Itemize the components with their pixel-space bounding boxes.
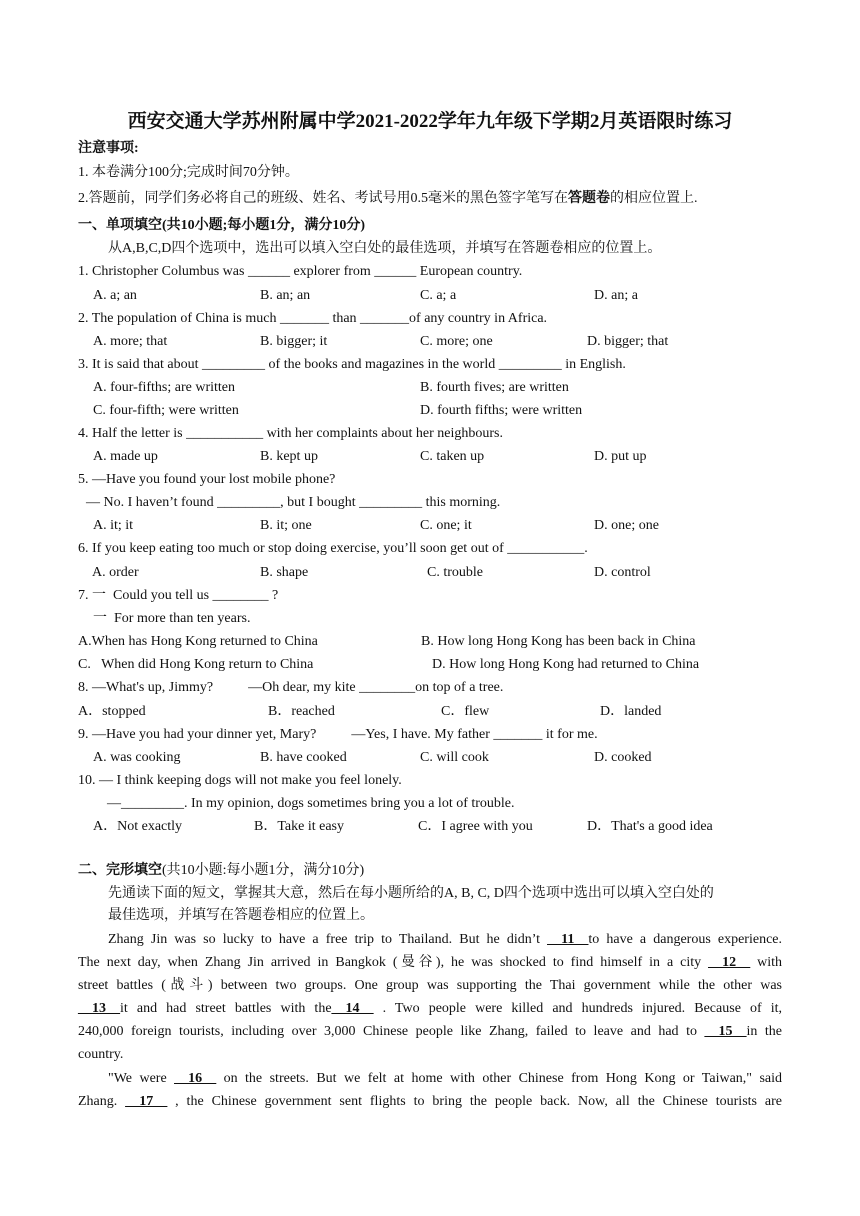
- question-stem-5-reply: — No. I haven’t found _________, but I bought _________ this morning.: [86, 495, 501, 510]
- q10-option-b: B．Take it easy: [254, 819, 344, 834]
- section1-heading: 一、单项填空(共10小题;每小题1分，满分10分): [78, 218, 365, 233]
- q10-option-a: A．Not exactly: [93, 819, 183, 834]
- q7-option-d: D. How long Hong Kong had returned to China: [432, 657, 700, 672]
- q6-option-c: C. trouble: [427, 565, 483, 580]
- q8-option-b: B．reached: [268, 704, 335, 719]
- blank-12: __12__: [708, 955, 751, 970]
- q9-option-d: D. cooked: [594, 750, 652, 765]
- section1-instruction: 从A,B,C,D四个选项中，选出可以填入空白处的最佳选项，并填写在答题卷相应的位置上。: [108, 241, 662, 256]
- question-stem-7-reply: 一 For more than ten years.: [93, 611, 251, 626]
- passage-text: in the: [746, 1024, 782, 1039]
- q5-option-c: C. one; it: [420, 518, 472, 533]
- passage-line-2: [78, 951, 782, 974]
- page-title: 西安交通大学苏州附属中学2021-2022学年九年级下学期2月英语限时练习: [127, 111, 733, 132]
- question-stem-8: 8. —What's up, Jimmy? —Oh dear, my kite ________on top of a tree.: [78, 680, 504, 695]
- q10-option-d: D．That's a good idea: [587, 819, 713, 834]
- q3-option-c: C. four-fifth; were written: [93, 403, 239, 418]
- q10-option-c: C．I agree with you: [418, 819, 533, 834]
- q8-option-a: A．stopped: [78, 704, 146, 719]
- passage-line-7: [78, 1067, 782, 1090]
- notes-line-1: 1. 本卷满分100分;完成时间70分钟。: [78, 165, 299, 180]
- blank-13: __13__: [78, 1001, 120, 1016]
- q8-option-d: D．landed: [600, 704, 662, 719]
- q9-option-b: B. have cooked: [260, 750, 347, 765]
- passage-text: on the streets. But we felt at home with other Chinese from Hong Kong or Taiwan," said: [216, 1071, 782, 1086]
- blank-17: __17__: [125, 1094, 168, 1109]
- q1-option-a: A. a; an: [93, 288, 137, 303]
- passage-text: 240,000 foreign tourists, including over 3,000 Chinese people like Zhang, failed to leave and had to: [78, 1024, 705, 1039]
- q9-option-a: A. was cooking: [93, 750, 181, 765]
- q7-option-b: B. How long Hong Kong has been back in China: [421, 634, 696, 649]
- q4-option-b: B. kept up: [260, 449, 318, 464]
- notes-line-2-pre: 2.答题前，同学们务必将自己的班级、姓名、考试号用0.5毫米的黑色签字笔写在: [78, 191, 568, 206]
- blank-16: __16__: [174, 1071, 217, 1086]
- q5-option-a: A. it; it: [93, 518, 134, 533]
- passage-line-6: country.: [78, 1047, 124, 1062]
- question-stem-1: 1. Christopher Columbus was ______ explorer from ______ European country.: [78, 264, 523, 279]
- q5-option-b: B. it; one: [260, 518, 312, 533]
- q5-option-d: D. one; one: [594, 518, 659, 533]
- q9-option-c: C. will cook: [420, 750, 489, 765]
- question-stem-4: 4. Half the letter is ___________ with her complaints about her neighbours.: [78, 426, 503, 441]
- passage-text: Zhang.: [78, 1094, 126, 1109]
- q3-option-a: A. four-fifths; are written: [93, 380, 236, 395]
- question-stem-3: 3. It is said that about _________ of the books and magazines in the world _________ in English.: [78, 357, 626, 372]
- blank-11: __11__: [547, 932, 589, 947]
- q3-option-b: B. fourth fives; are written: [420, 380, 569, 395]
- question-stem-7: 7. 一 Could you tell us ________ ?: [78, 588, 279, 603]
- passage-line-8: [78, 1090, 782, 1113]
- passage-line-4: [78, 997, 782, 1020]
- q8-option-c: C．flew: [441, 704, 490, 719]
- q1-option-d: D. an; a: [594, 288, 638, 303]
- section2-instruction-2: 最佳选项，并填写在答题卷相应的位置上。: [108, 908, 374, 923]
- q3-option-d: D. fourth fifths; were written: [420, 403, 583, 418]
- section2-instruction-1: 先通读下面的短文，掌握其大意，然后在每小题所给的A, B, C, D四个选项中选出可以填入空白处的: [108, 886, 714, 901]
- q6-option-b: B. shape: [260, 565, 309, 580]
- q2-option-d: D. bigger; that: [587, 334, 669, 349]
- q7-option-c: C. When did Hong Kong return to China: [78, 657, 314, 672]
- blank-14: __14__: [331, 1001, 374, 1016]
- q4-option-a: A. made up: [93, 449, 158, 464]
- notes-line-2: [78, 190, 698, 208]
- q4-option-c: C. taken up: [420, 449, 485, 464]
- passage-line-1: [78, 928, 782, 951]
- passage-text: "We were: [108, 1071, 175, 1086]
- q6-option-d: D. control: [594, 565, 651, 580]
- section2-heading: [78, 862, 364, 880]
- section2-heading-bold: 二、完形填空: [78, 863, 162, 878]
- notes-line-2-bold: 答题卷: [568, 191, 610, 206]
- question-stem-5: 5. —Have you found your lost mobile phone?: [78, 472, 336, 487]
- notes-heading: 注意事项:: [78, 141, 139, 156]
- section2-heading-rest: (共10小题:每小题1分，满分10分): [162, 863, 365, 878]
- q2-option-c: C. more; one: [420, 334, 493, 349]
- q4-option-d: D. put up: [594, 449, 647, 464]
- passage-text: The next day, when Zhang Jin arrived in Bangkok (曼谷), he was shocked to find himself in a city: [78, 955, 709, 970]
- question-stem-2: 2. The population of China is much _______ than _______of any country in Africa.: [78, 311, 548, 326]
- question-stem-10-reply: —_________. In my opinion, dogs sometimes bring you a lot of trouble.: [107, 796, 515, 811]
- passage-text: to have a dangerous experience.: [588, 932, 782, 947]
- q1-option-c: C. a; a: [420, 288, 457, 303]
- q2-option-b: B. bigger; it: [260, 334, 328, 349]
- q7-option-a: A.When has Hong Kong returned to China: [78, 634, 318, 649]
- q6-option-a: A. order: [92, 565, 139, 580]
- blank-15: __15__: [704, 1024, 747, 1039]
- notes-line-2-post: 的相应位置上.: [610, 191, 698, 206]
- q1-option-b: B. an; an: [260, 288, 311, 303]
- question-stem-10: 10. — I think keeping dogs will not make you feel lonely.: [78, 773, 402, 788]
- passage-text: , the Chinese government sent flights to bring the people back. Now, all the Chinese tourists are: [167, 1094, 783, 1109]
- passage-text: . Two people were killed and hundreds injured. Because of it,: [373, 1001, 782, 1016]
- passage-text: Zhang Jin was so lucky to have a free trip to Thailand. But he didn’t: [108, 932, 548, 947]
- passage-line-3: street battles (战斗) between two groups. One group was supporting the Thai government while the other was: [78, 978, 782, 993]
- passage-text: with: [750, 955, 782, 970]
- question-stem-6: 6. If you keep eating too much or stop doing exercise, you’ll soon get out of ___________.: [78, 541, 588, 556]
- q2-option-a: A. more; that: [93, 334, 168, 349]
- question-stem-9: 9. —Have you had your dinner yet, Mary? —Yes, I have. My father _______ it for me.: [78, 727, 598, 742]
- passage-text: it and had street battles with the: [120, 1001, 332, 1016]
- passage-line-5: [78, 1020, 782, 1043]
